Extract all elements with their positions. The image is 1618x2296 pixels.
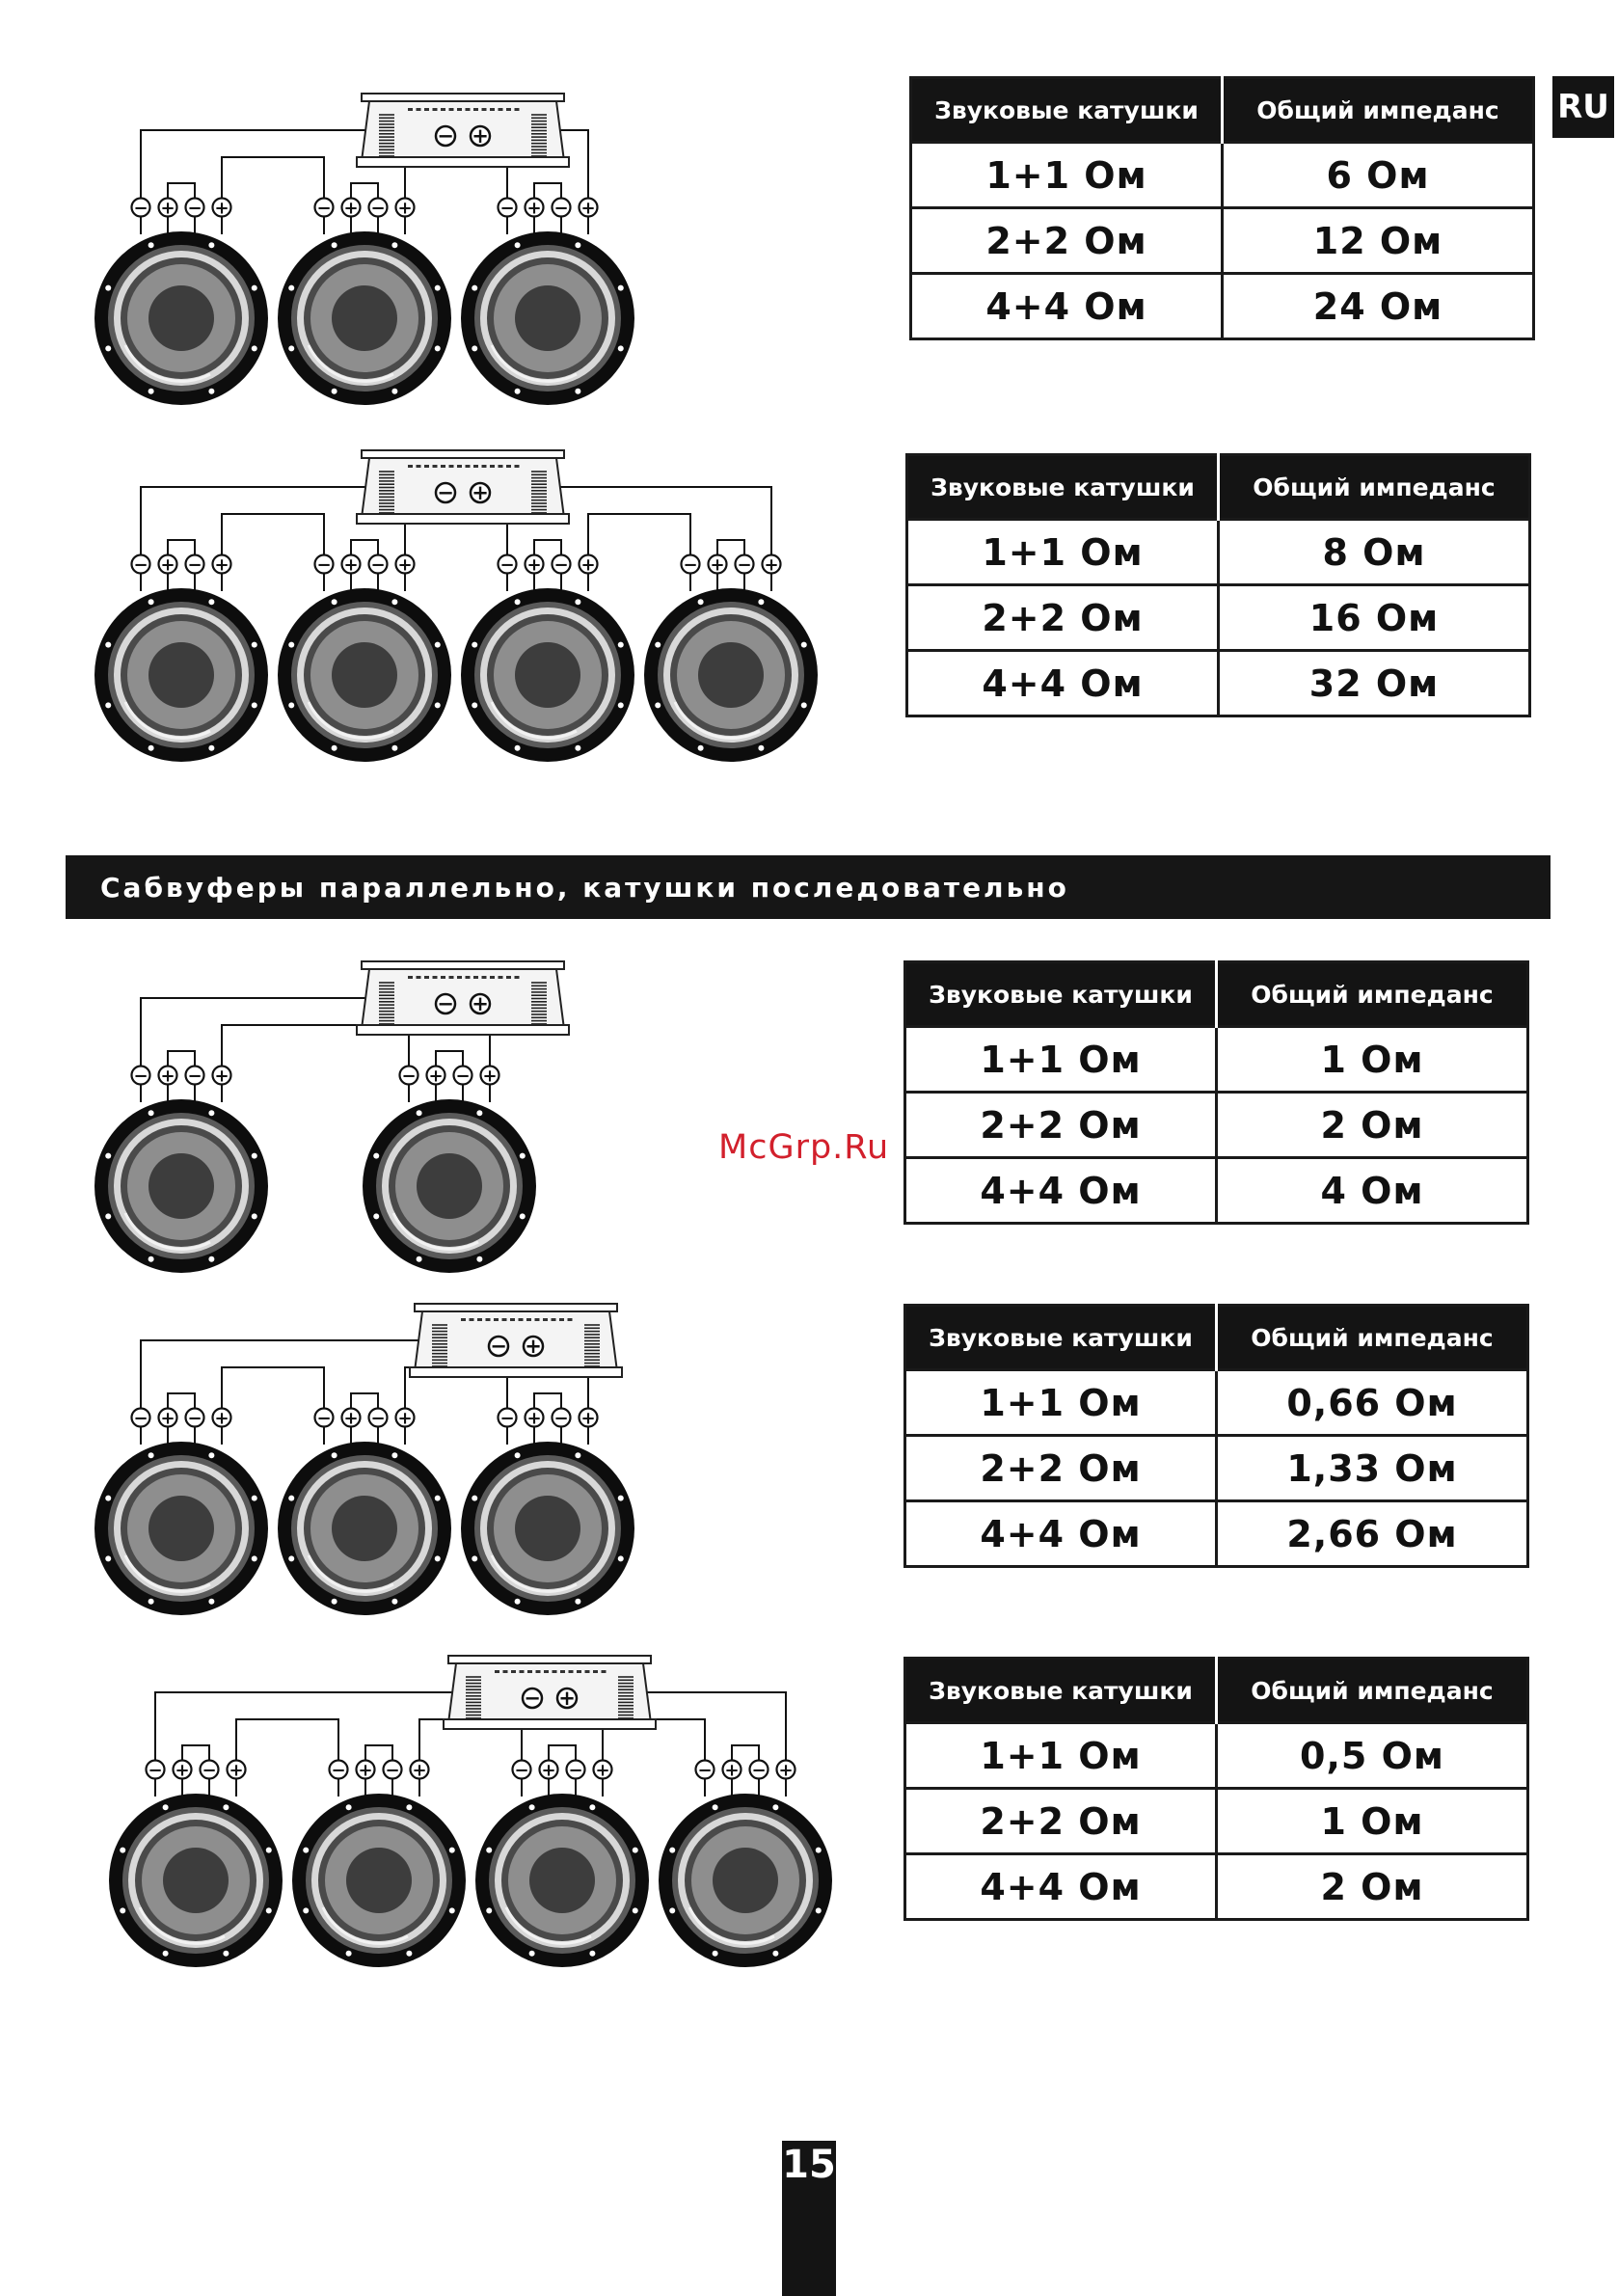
amplifier-icon [444,1656,656,1729]
terminal-icon [427,1067,445,1103]
svg-text:−: − [133,554,148,576]
impedance-value: 4 Ом [1217,1158,1528,1224]
terminal-icon [213,555,231,592]
subwoofer-icon [278,231,451,405]
table-row [905,1854,1528,1920]
subwoofer-icon [644,588,818,762]
terminal-icon [499,1409,517,1445]
terminal-icon [526,199,544,235]
svg-text:+: + [160,198,175,219]
wiring-diagram-4 [92,1292,670,1620]
terminal-icon [481,1067,499,1103]
svg-text:−: − [187,198,202,219]
svg-text:−: − [133,1066,148,1087]
svg-text:−: − [316,1408,332,1429]
svg-text:+: + [580,1408,596,1429]
terminal-icon [132,199,150,235]
svg-text:−: − [437,124,454,148]
table-header-impedance: Общий импеданс [1217,1306,1528,1370]
svg-text:+: + [558,1687,576,1710]
terminal-icon [526,555,544,592]
subwoofer-icon [292,1794,466,1967]
table-row [911,208,1534,274]
svg-text:−: − [401,1066,417,1087]
table-header-coils: Звуковые катушки [905,1306,1217,1370]
terminal-icon [228,1761,246,1797]
svg-text:−: − [437,481,454,504]
terminal-icon [723,1761,742,1797]
svg-text:−: − [490,1335,507,1358]
terminal-icon [580,1409,598,1445]
terminal-icon [132,1409,150,1445]
terminal-icon [594,1761,612,1797]
svg-text:−: − [331,1760,346,1781]
subwoofer-icon [363,1099,536,1273]
terminal-icon [526,1409,544,1445]
subwoofer-icon [461,588,634,762]
terminal-icon [369,199,388,235]
svg-text:+: + [343,1408,359,1429]
terminal-icon [499,555,517,592]
coil-value: 1+1 Ом [905,1370,1217,1436]
svg-text:+: + [412,1760,427,1781]
terminal-icon [454,1067,472,1103]
subwoofer-icon [94,231,268,405]
wiring-diagram-2 [92,439,853,767]
terminal-icon [499,199,517,235]
svg-text:−: − [524,1687,541,1710]
terminal-icon [400,1067,418,1103]
svg-text:−: − [437,992,454,1015]
svg-text:+: + [343,554,359,576]
impedance-value: 2,66 Ом [1217,1501,1528,1567]
svg-text:−: − [553,198,569,219]
terminal-icon [357,1761,375,1797]
svg-text:+: + [397,554,413,576]
terminal-icon [213,1409,231,1445]
svg-text:−: − [499,554,515,576]
subwoofer-icon [461,231,634,405]
terminal-icon [411,1761,429,1797]
table-row [905,1093,1528,1158]
terminal-icon [553,199,571,235]
terminal-icon [736,555,754,592]
impedance-value: 1 Ом [1217,1789,1528,1854]
svg-text:−: − [370,198,386,219]
svg-text:−: − [316,554,332,576]
amplifier-icon [357,961,569,1035]
terminal-icon [174,1761,192,1797]
terminal-icon [315,1409,334,1445]
terminal-icon [147,1761,165,1797]
terminal-icon [213,1067,231,1103]
subwoofer-icon [109,1794,283,1967]
svg-text:+: + [526,554,542,576]
terminal-icon [540,1761,558,1797]
table-header-impedance: Общий импеданс [1219,455,1530,520]
coil-value: 4+4 Ом [905,1501,1217,1567]
subwoofer-icon [461,1442,634,1615]
svg-text:+: + [472,124,489,148]
coil-value: 1+1 Ом [905,1723,1217,1789]
impedance-table-2 [905,453,1531,717]
terminal-icon [186,1409,204,1445]
coil-value: 2+2 Ом [911,208,1223,274]
terminal-icon [396,555,415,592]
impedance-value: 16 Ом [1219,585,1530,651]
table-header-coils: Звуковые катушки [905,1659,1217,1723]
impedance-value: 6 Ом [1223,143,1534,208]
subwoofer-icon [94,1099,268,1273]
svg-text:+: + [214,198,229,219]
svg-text:+: + [525,1335,542,1358]
impedance-table-4 [903,1304,1529,1568]
terminal-icon [580,199,598,235]
svg-text:−: − [316,198,332,219]
terminal-icon [330,1761,348,1797]
table-header-coils: Звуковые катушки [907,455,1219,520]
wiring-diagram-3 [92,950,670,1278]
impedance-value: 24 Ом [1223,274,1534,339]
terminal-icon [213,199,231,235]
svg-text:+: + [724,1760,740,1781]
svg-text:+: + [214,1408,229,1429]
svg-text:−: − [499,198,515,219]
impedance-table-1 [909,76,1535,340]
svg-text:+: + [526,1408,542,1429]
svg-text:+: + [397,198,413,219]
terminal-icon [159,199,177,235]
svg-text:+: + [229,1760,244,1781]
subwoofer-icon [278,588,451,762]
subwoofer-icon [659,1794,832,1967]
svg-text:−: − [553,554,569,576]
terminal-icon [750,1761,769,1797]
terminal-icon [384,1761,402,1797]
svg-text:+: + [778,1760,794,1781]
svg-text:+: + [764,554,779,576]
terminal-icon [342,199,361,235]
table-row [907,520,1530,585]
terminal-icon [315,555,334,592]
coil-value: 1+1 Ом [905,1027,1217,1093]
svg-text:+: + [397,1408,413,1429]
impedance-value: 1,33 Ом [1217,1436,1528,1501]
terminal-icon [553,1409,571,1445]
svg-text:+: + [175,1760,190,1781]
table-header-coils: Звуковые катушки [911,78,1223,143]
svg-text:−: − [751,1760,767,1781]
terminal-icon [132,1067,150,1103]
svg-text:−: − [202,1760,217,1781]
coil-value: 4+4 Ом [905,1854,1217,1920]
impedance-value: 12 Ом [1223,208,1534,274]
terminal-icon [342,1409,361,1445]
section-heading: Сабвуферы параллельно, катушки последовательно [66,855,1551,919]
svg-text:−: − [683,554,698,576]
terminal-icon [159,1067,177,1103]
table-row [905,1158,1528,1224]
terminal-icon [186,199,204,235]
coil-value: 1+1 Ом [907,520,1219,585]
svg-text:+: + [482,1066,498,1087]
terminal-icon [186,555,204,592]
svg-text:+: + [214,1066,229,1087]
svg-text:−: − [133,1408,148,1429]
coil-value: 4+4 Ом [911,274,1223,339]
subwoofer-icon [94,1442,268,1615]
svg-text:−: − [133,198,148,219]
page-number: 15 [782,2143,836,2187]
terminal-icon [369,555,388,592]
terminal-icon [201,1761,219,1797]
table-row [905,1370,1528,1436]
terminal-icon [132,555,150,592]
svg-text:+: + [541,1760,556,1781]
table-row [905,1723,1528,1789]
svg-text:+: + [595,1760,610,1781]
table-row [905,1027,1528,1093]
svg-text:+: + [580,198,596,219]
terminal-icon [763,555,781,592]
impedance-value: 0,5 Ом [1217,1723,1528,1789]
table-row [907,651,1530,716]
table-header-coils: Звуковые катушки [905,962,1217,1027]
terminal-icon [580,555,598,592]
terminal-icon [396,1409,415,1445]
table-header-impedance: Общий импеданс [1217,1659,1528,1723]
svg-text:+: + [214,554,229,576]
svg-text:−: − [370,554,386,576]
impedance-value: 8 Ом [1219,520,1530,585]
svg-text:+: + [472,992,489,1015]
wiring-diagram-5 [106,1644,868,1972]
subwoofer-icon [94,588,268,762]
svg-text:+: + [526,198,542,219]
coil-value: 2+2 Ом [905,1093,1217,1158]
terminal-icon [315,199,334,235]
table-row [911,274,1534,339]
svg-text:−: − [553,1408,569,1429]
svg-text:−: − [499,1408,515,1429]
subwoofer-icon [475,1794,649,1967]
svg-text:−: − [187,1408,202,1429]
terminal-icon [696,1761,715,1797]
impedance-value: 1 Ом [1217,1027,1528,1093]
amplifier-icon [410,1304,622,1377]
terminal-icon [682,555,700,592]
language-badge: RU [1552,76,1614,138]
svg-text:+: + [580,554,596,576]
svg-text:+: + [160,554,175,576]
terminal-icon [369,1409,388,1445]
amplifier-icon [357,94,569,167]
subwoofer-icon [278,1442,451,1615]
impedance-value: 0,66 Ом [1217,1370,1528,1436]
wiring-diagram-1 [92,82,670,410]
svg-text:−: − [385,1760,400,1781]
table-header-impedance: Общий импеданс [1223,78,1534,143]
table-row [907,585,1530,651]
terminal-icon [159,1409,177,1445]
svg-text:−: − [187,1066,202,1087]
svg-text:+: + [160,1408,175,1429]
terminal-icon [396,199,415,235]
svg-text:−: − [370,1408,386,1429]
terminal-icon [553,555,571,592]
impedance-table-5 [903,1657,1529,1921]
terminal-icon [777,1761,796,1797]
impedance-value: 2 Ом [1217,1093,1528,1158]
coil-value: 1+1 Ом [911,143,1223,208]
watermark-text: McGrp.Ru [718,1128,890,1167]
terminal-icon [342,555,361,592]
svg-text:+: + [472,481,489,504]
svg-text:+: + [428,1066,444,1087]
terminal-icon [186,1067,204,1103]
svg-text:−: − [514,1760,529,1781]
svg-text:−: − [737,554,752,576]
terminal-icon [709,555,727,592]
table-row [905,1501,1528,1567]
terminal-icon [567,1761,585,1797]
impedance-table-3 [903,960,1529,1225]
table-header-impedance: Общий импеданс [1217,962,1528,1027]
svg-text:−: − [455,1066,471,1087]
table-row [905,1789,1528,1854]
svg-text:−: − [148,1760,163,1781]
impedance-value: 2 Ом [1217,1854,1528,1920]
svg-text:−: − [187,554,202,576]
svg-text:−: − [568,1760,583,1781]
terminal-icon [513,1761,531,1797]
coil-value: 2+2 Ом [907,585,1219,651]
table-row [905,1436,1528,1501]
terminal-icon [159,555,177,592]
coil-value: 2+2 Ом [905,1789,1217,1854]
svg-text:+: + [710,554,725,576]
svg-text:−: − [697,1760,713,1781]
table-row [911,143,1534,208]
coil-value: 4+4 Ом [905,1158,1217,1224]
amplifier-icon [357,450,569,524]
svg-text:+: + [343,198,359,219]
coil-value: 2+2 Ом [905,1436,1217,1501]
coil-value: 4+4 Ом [907,651,1219,716]
svg-text:+: + [358,1760,373,1781]
impedance-value: 32 Ом [1219,651,1530,716]
svg-text:+: + [160,1066,175,1087]
